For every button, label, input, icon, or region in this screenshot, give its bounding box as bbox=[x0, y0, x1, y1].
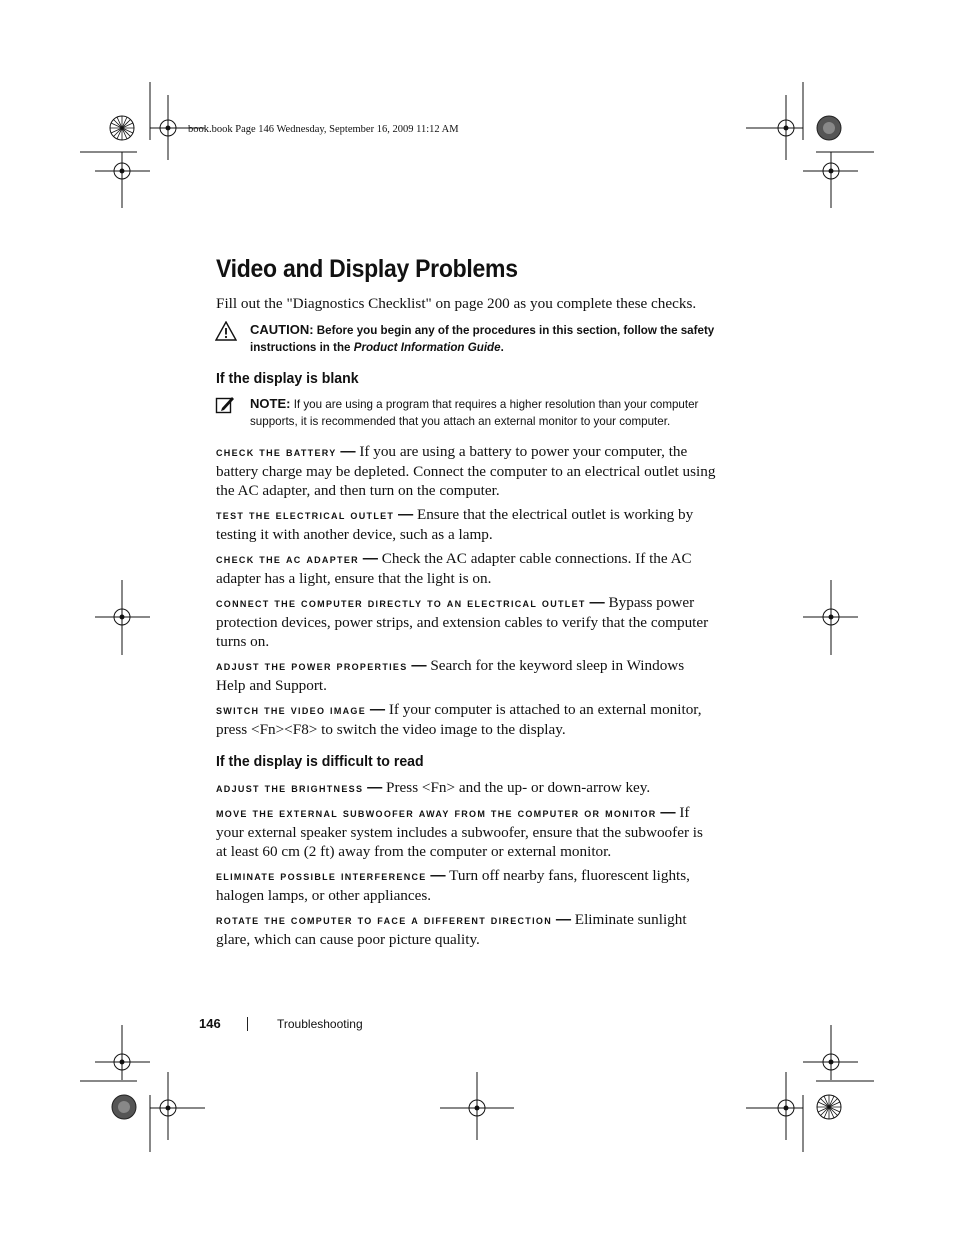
caution-period: . bbox=[500, 341, 504, 354]
tip-lead: eliminate possible interference bbox=[216, 869, 427, 883]
em-dash: — bbox=[369, 701, 386, 718]
page-title: Video and Display Problems bbox=[216, 255, 518, 283]
em-dash: — bbox=[555, 911, 571, 928]
tip-text: Search for the keyword sleep in Windows Help and Support. bbox=[216, 657, 685, 694]
caution-notice bbox=[216, 321, 716, 356]
tip-text: Eliminate sunlight glare, which can cause poor picture quality. bbox=[216, 911, 687, 948]
tip-item bbox=[216, 656, 716, 695]
tip-item bbox=[216, 442, 716, 500]
note-text: If you are using a program that requires a higher resolution than your computer supports, it is recommended that you attach an external monitor to your computer. bbox=[250, 398, 699, 428]
tip-item bbox=[216, 778, 716, 798]
note-label: NOTE: bbox=[250, 396, 291, 411]
tip-item bbox=[216, 803, 716, 861]
tip-item bbox=[216, 549, 716, 588]
caution-guide-title: Product Information Guide bbox=[353, 341, 501, 354]
em-dash: — bbox=[367, 779, 383, 796]
em-dash: — bbox=[398, 506, 414, 523]
em-dash: — bbox=[362, 550, 378, 567]
page-number: 146 bbox=[199, 1016, 221, 1031]
em-dash: — bbox=[430, 867, 446, 884]
footer-section-name: Troubleshooting bbox=[277, 1017, 363, 1031]
tip-lead: adjust the power properties bbox=[216, 659, 408, 673]
tip-item bbox=[216, 700, 716, 739]
note-pencil-icon bbox=[215, 395, 235, 420]
tip-text: If your computer is attached to an external monitor, press <Fn><F8> to switch the video image to the display. bbox=[216, 701, 702, 738]
tip-lead: test the electrical outlet bbox=[216, 508, 395, 522]
print-slug: book.book Page 146 Wednesday, September 16, 2009 11:12 AM bbox=[188, 124, 459, 135]
tip-lead: adjust the brightness bbox=[216, 781, 364, 795]
tip-lead: switch the video image bbox=[216, 703, 367, 717]
tip-item bbox=[216, 910, 716, 949]
em-dash: — bbox=[589, 594, 605, 611]
tip-text: If you are using a battery to power your computer, the battery charge may be depleted. Connect the computer to an electrical outlet using the AC adapter, and then turn on the computer. bbox=[216, 443, 716, 499]
tip-item bbox=[216, 505, 716, 544]
section-heading-blank: If the display is blank bbox=[216, 370, 359, 387]
page-content bbox=[216, 255, 716, 954]
intro-paragraph: Fill out the "Diagnostics Checklist" on page 200 as you complete these checks. bbox=[216, 295, 697, 312]
tip-lead: check the battery bbox=[216, 445, 337, 459]
tip-item bbox=[216, 866, 716, 905]
tip-text: Ensure that the electrical outlet is working by testing it with another device, such as a lamp. bbox=[216, 506, 694, 543]
section-heading-difficult: If the display is difficult to read bbox=[216, 753, 424, 770]
caution-label: CAUTION: bbox=[250, 322, 314, 337]
tip-text: Check the AC adapter cable connections. If the AC adapter has a light, ensure that the light is on. bbox=[216, 550, 692, 587]
tip-item bbox=[216, 593, 716, 651]
em-dash: — bbox=[340, 443, 356, 460]
note-notice bbox=[216, 395, 716, 430]
warning-triangle-icon bbox=[215, 321, 237, 346]
tip-lead: move the external subwoofer away from the computer or monitor bbox=[216, 806, 657, 820]
tip-lead: connect the computer directly to an electrical outlet bbox=[216, 596, 586, 610]
tip-lead: check the ac adapter bbox=[216, 552, 359, 566]
tip-text: Turn off nearby fans, fluorescent lights, halogen lamps, or other appliances. bbox=[216, 867, 690, 904]
em-dash: — bbox=[411, 657, 427, 674]
tip-text: If your external speaker system includes a subwoofer, ensure that the subwoofer is at least 60 cm (2 ft) away from the computer or external monitor. bbox=[216, 804, 703, 860]
tip-lead: rotate the computer to face a different direction bbox=[216, 913, 553, 927]
caution-text: Before you begin any of the procedures in this section, follow the safety instructions in the bbox=[250, 324, 715, 354]
tip-text: Bypass power protection devices, power strips, and extension cables to verify that the computer turns on. bbox=[216, 594, 709, 650]
footer-divider bbox=[247, 1017, 248, 1031]
em-dash: — bbox=[660, 804, 676, 821]
tip-text: Press <Fn> and the up- or down-arrow key. bbox=[386, 779, 651, 796]
